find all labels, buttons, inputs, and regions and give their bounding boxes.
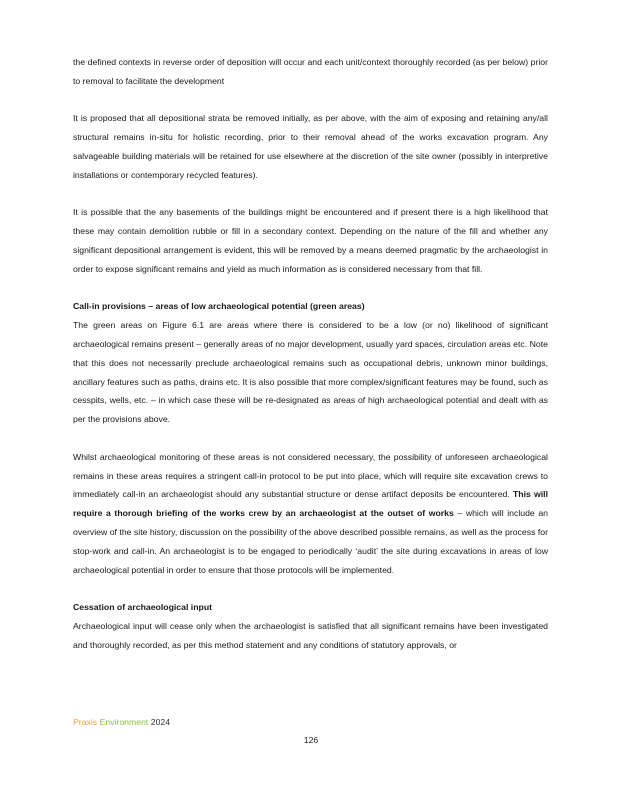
page-number: 126 [303,735,319,745]
footer-year: 2024 [148,717,171,727]
paragraph-cessation: Archaeological input will cease only when the archaeologist is satisfied that all significant remains have been investigated and thoroughly recorded, as per this method statement and any conditions of statutory approvals, or [73,620,548,650]
paragraph-basements: It is possible that the any basements of the buildings might be encountered and if present there is a high likelihood that these may contain demolition rubble or fill in a secondary context. Depending on the nature of the fill and whether any significant depositional arrangement is evident, this will be removed by a means deemed pragmatic by the archaeologist in order to expose significant remains and yield as much information as is considered necessary from that fill. [73,207,548,274]
paragraph-depositional-strata: It is proposed that all depositional strata be removed initially, as per above, with the aim of exposing and retaining any/all structural remains in-situ for holistic recording, prior to their removal ahead of the works excavation program. Any salvageable building materials will be retained for use elsewhere at the discretion of the site owner (possibly in interpretive installations or contemporary recycled features). [73,113,548,180]
footer-brand-environment: Environment [99,717,149,727]
call-in-protocol-emphasis: This will require a thorough briefing of the works crew by an archaeologist at the outset of works [73,489,548,519]
footer-brand [73,717,170,727]
heading-call-in-provisions: Call-in provisions – areas of low archaeological potential (green areas) [73,301,365,312]
paragraph-green-areas: The green areas on Figure 6.1 are areas where there is considered to be a low (or no) likelihood of significant archaeological remains present – generally areas of no major development, usually yard spaces, circulation areas etc. Note that this does not necessarily preclude archaeological remains such as occupational debris, unknown minor buildings, ancillary features such as paths, drains etc. It is also possible that more complex/significant features may be found, such as cesspits, wells, etc. – in which case these will be re-designated as areas of high archaeological potential and dealt with as per the provisions above. [73,320,548,425]
page-body [73,53,548,673]
paragraph-contexts-recording: the defined contexts in reverse order of deposition will occur and each unit/context thoroughly recorded (as per below) prior to removal to facilitate the development [73,57,548,86]
footer-brand-praxis: Praxis [73,717,100,727]
call-in-protocol-detail: – which will include an overview of the site history, discussion on the possibility of the above described possible remains, as well as the process for stop-work and call-in. An archaeologist is to be engaged to periodically ‘audit’ the site during excavations in areas of low archaeological potential in order to ensure that those protocols will be implemented. [73,508,548,575]
paragraph-call-in-protocol [73,448,548,580]
heading-cessation: Cessation of archaeological input [73,602,213,613]
call-in-protocol-intro: Whilst archaeological monitoring of these areas is not considered necessary, the possibility of unforeseen archaeological remains in these areas requires a stringent call-in protocol to be put into place, which will require site excavation crews to immediately call-in an archaeologist should any substantial structure or dense artifact deposits be encountered. [73,451,548,500]
